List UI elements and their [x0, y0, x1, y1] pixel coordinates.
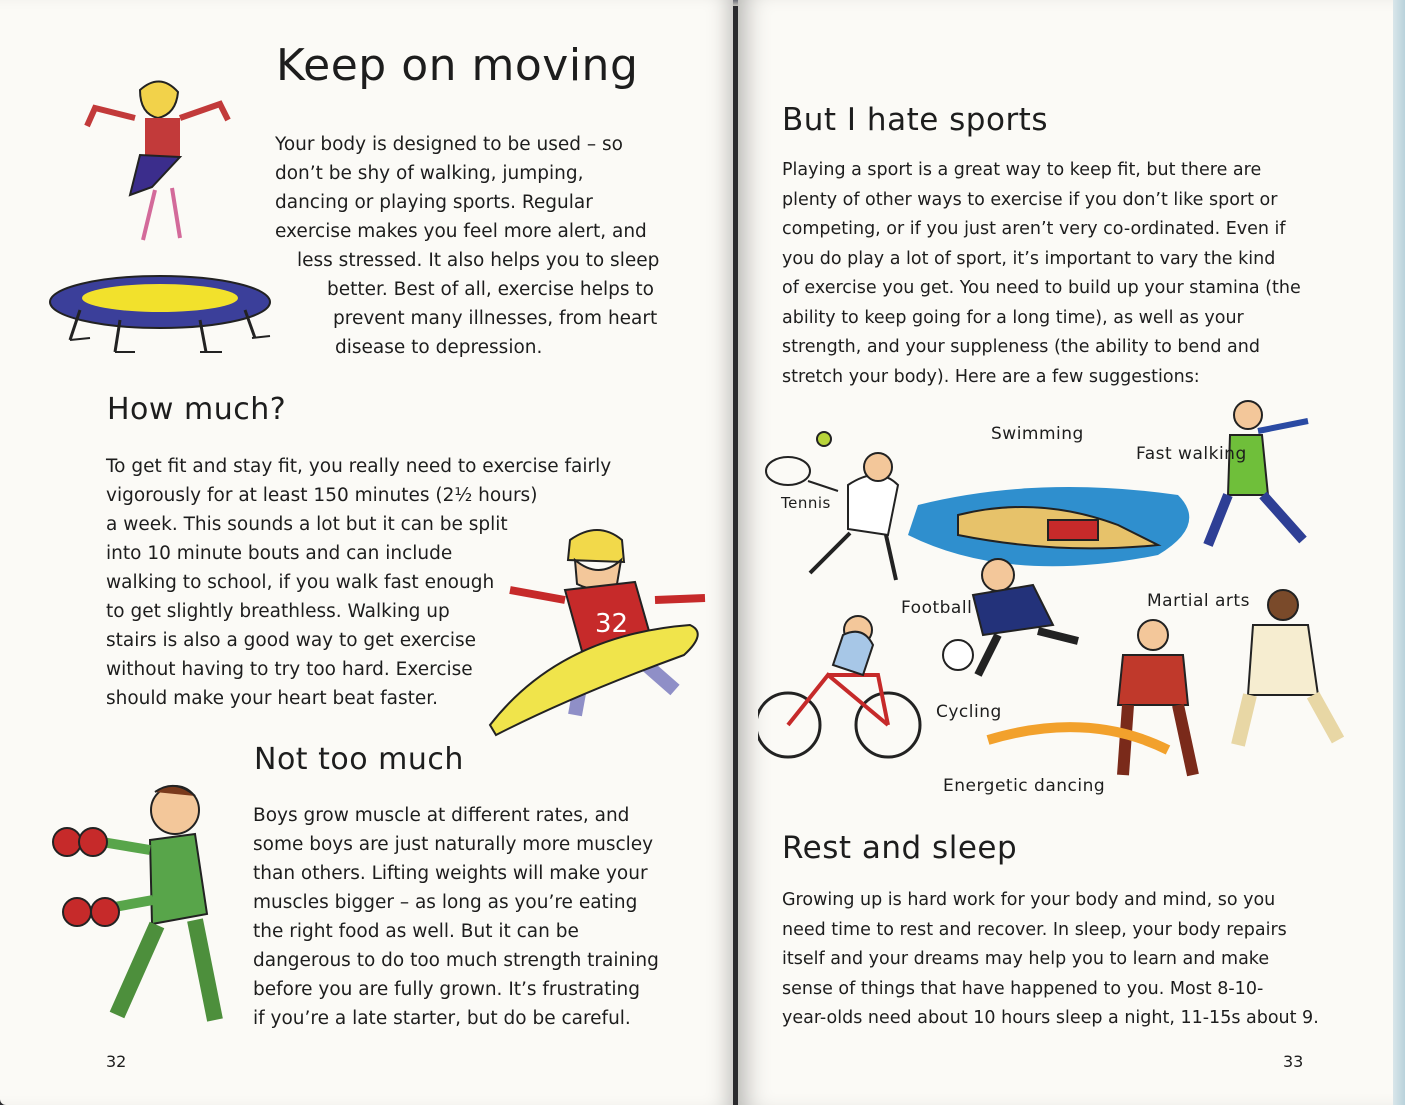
tennis-label: Tennis: [781, 494, 831, 512]
how-much-line: should make your heart beat faster.: [106, 688, 439, 709]
swimming-label: Swimming: [991, 424, 1084, 444]
tennis-ball-icon: [817, 432, 831, 446]
not-too-much-line: Boys grow muscle at different rates, and: [253, 805, 630, 826]
football-label: Football: [901, 598, 973, 618]
rest-line: need time to rest and recover. In sleep, your body repairs: [782, 919, 1287, 940]
not-too-much-line: dangerous to do too much strength training: [253, 950, 659, 971]
intro-line: disease to depression.: [335, 337, 543, 358]
skateboarder-illustration: [485, 520, 725, 750]
trampoline-jumper-illustration: [40, 70, 280, 370]
rest-line: sense of things that have happened to you. Most 8-10-: [782, 978, 1264, 999]
jersey-number: 32: [595, 609, 629, 639]
not-too-much-line: than others. Lifting weights will make your: [253, 863, 648, 884]
martial-arts-label: Martial arts: [1147, 591, 1250, 611]
football-icon: [943, 640, 973, 670]
intro-paragraph: [275, 130, 659, 362]
not-too-much-paragraph: [253, 801, 659, 1033]
how-much-line: to get slightly breathless. Walking up: [106, 601, 450, 622]
energetic-dancing-label: Energetic dancing: [943, 776, 1106, 796]
hate-sports-line: plenty of other ways to exercise if you don’t like sport or: [782, 189, 1278, 210]
not-too-much-line: if you’re a late starter, but do be careful.: [253, 1008, 631, 1029]
hate-sports-line: stretch your body). Here are a few suggestions:: [782, 366, 1200, 387]
rest-heading: Rest and sleep: [782, 830, 1018, 866]
hate-sports-line: competing, or if you just aren’t very co-ordinated. Even if: [782, 219, 1286, 239]
hate-sports-line: you do play a lot of sport, it’s important to vary the kind: [782, 248, 1276, 269]
hate-sports-line: ability to keep going for a long time), as well as your: [782, 307, 1244, 328]
intro-line: exercise makes you feel more alert, and: [275, 221, 647, 242]
how-much-line: into 10 minute bouts and can include: [106, 543, 453, 564]
how-much-line: stairs is also a good way to get exercise: [106, 630, 477, 651]
intro-line: Your body is designed to be used – so: [275, 134, 623, 155]
intro-line: better. Best of all, exercise helps to: [327, 279, 654, 300]
not-too-much-line: the right food as well. But it can be: [253, 921, 579, 942]
rest-paragraph: [782, 886, 1319, 1034]
hate-sports-line: of exercise you get. You need to build up your stamina (the: [782, 278, 1301, 298]
fast-walking-label: Fast walking: [1136, 444, 1247, 464]
how-much-line: a week. This sounds a lot but it can be split: [106, 514, 508, 535]
how-much-line: vigorously for at least 150 minutes (2½ hours): [106, 485, 538, 506]
rest-line: Growing up is hard work for your body and mind, so you: [782, 890, 1276, 910]
page-number-right: 33: [1283, 1052, 1304, 1071]
page-title: Keep on moving: [276, 40, 639, 91]
not-too-much-line: some boys are just naturally more muscley: [253, 834, 654, 855]
intro-line: don’t be shy of walking, jumping,: [275, 163, 584, 184]
hate-sports-paragraph: [782, 156, 1301, 392]
intro-line: dancing or playing sports. Regular: [275, 192, 593, 213]
right-page: [738, 0, 1393, 1105]
page-number-left: 32: [106, 1052, 127, 1071]
activities-illustration: [758, 395, 1373, 815]
rest-line: year-olds need about 10 hours sleep a night, 11-15s about 9.: [782, 1008, 1319, 1028]
hate-sports-heading: But I hate sports: [782, 102, 1048, 138]
how-much-line: without having to try too hard. Exercise: [106, 659, 473, 680]
not-too-much-line: muscles bigger – as long as you’re eating: [253, 892, 638, 913]
hate-sports-line: Playing a sport is a great way to keep fit, but there are: [782, 160, 1262, 180]
intro-line: prevent many illnesses, from heart: [333, 308, 658, 329]
how-much-line: To get fit and stay fit, you really need to exercise fairly: [106, 456, 612, 477]
rest-line: itself and your dreams may help you to learn and make: [782, 949, 1270, 969]
cycling-label: Cycling: [936, 702, 1002, 722]
hate-sports-line: strength, and your suppleness (the ability to bend and: [782, 337, 1260, 357]
book-edge: [1393, 0, 1405, 1105]
not-too-much-heading: Not too much: [254, 742, 464, 777]
not-too-much-line: before you are fully grown. It’s frustrating: [253, 979, 640, 1000]
how-much-heading: How much?: [107, 392, 287, 427]
intro-line: less stressed. It also helps you to sleep: [297, 250, 660, 271]
tennis-racket-icon: [766, 457, 810, 485]
weightlifter-illustration: [45, 780, 245, 1040]
how-much-line: walking to school, if you walk fast enough: [106, 572, 495, 593]
